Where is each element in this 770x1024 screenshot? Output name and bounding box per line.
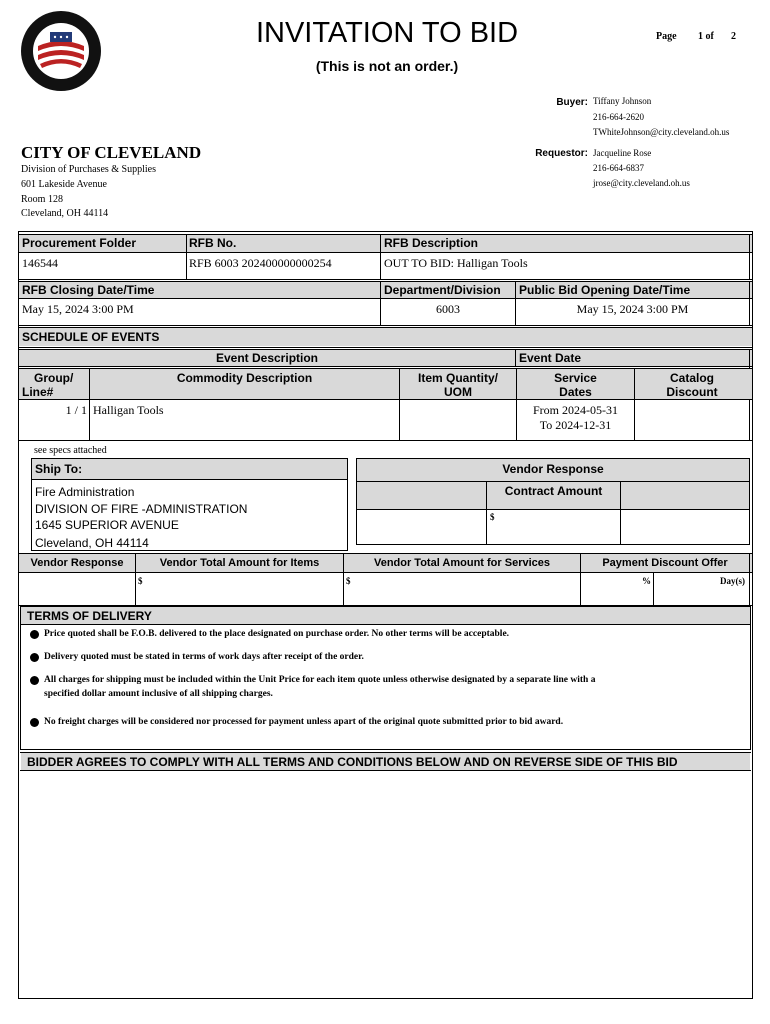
bullet-icon: [30, 718, 39, 727]
group-line-label-1: Group/: [34, 371, 74, 385]
term-item: Delivery quoted must be stated in terms of work days after receipt of the order.: [44, 652, 364, 662]
total-services-input[interactable]: [354, 574, 576, 603]
term-item: All charges for shipping must be included within the Unit Price for each item quote unless otherwise designated by a separate line with a: [44, 675, 596, 685]
item-description: Halligan Tools: [93, 403, 164, 417]
schedule-title: SCHEDULE OF EVENTS: [22, 330, 160, 344]
page-label: Page: [656, 31, 677, 42]
vendor-response-label: Vendor Response: [502, 462, 604, 476]
term-item-continued: specified dollar amount inclusive of all shipping charges.: [44, 689, 273, 699]
org-division: Division of Purchases & Supplies: [21, 164, 156, 175]
ship-to-line1: Fire Administration: [35, 485, 135, 499]
ship-to-line3: 1645 SUPERIOR AVENUE: [35, 518, 179, 532]
specs-note: see specs attached: [34, 445, 107, 456]
requestor-phone: 216-664-6837: [593, 163, 644, 173]
buyer-email: TWhiteJohnson@city.cleveland.oh.us: [593, 127, 730, 137]
org-name: CITY OF CLEVELAND: [21, 143, 202, 162]
service-dates-label-1: Service: [554, 371, 597, 385]
catalog-discount-label-1: Catalog: [669, 371, 714, 385]
procurement-folder-label: Procurement Folder: [22, 236, 137, 250]
rfb-no-value: RFB 6003 202400000000254: [189, 256, 332, 270]
org-city: Cleveland, OH 44114: [21, 208, 109, 219]
org-address1: 601 Lakeside Avenue: [21, 179, 107, 190]
contract-amount-input[interactable]: [498, 511, 618, 543]
rfb-no-label: RFB No.: [189, 236, 237, 250]
payment-discount-label: Payment Discount Offer: [602, 557, 728, 569]
group-line-label-2: Line#: [22, 385, 54, 399]
requestor-name: Jacqueline Rose: [593, 148, 652, 158]
service-date-from: From 2024-05-31: [533, 403, 618, 417]
catalog-discount-label-2: Discount: [666, 385, 718, 399]
bullet-icon: [30, 653, 39, 662]
buyer-name: Tiffany Johnson: [593, 96, 652, 106]
item-quantity-label-2: UOM: [444, 385, 472, 399]
page-number: 1 of: [698, 31, 714, 42]
requestor-label: Requestor:: [535, 148, 588, 159]
service-dates-label-2: Dates: [559, 385, 592, 399]
total-items-input[interactable]: [146, 574, 340, 603]
ship-to-line4: Cleveland, OH 44114: [35, 536, 149, 550]
page-title: INVITATION TO BID: [255, 17, 519, 49]
term-item: No freight charges will be considered nor processed for payment unless apart of the original quote submitted prior to bid award.: [44, 717, 564, 727]
department-label: Department/Division: [384, 283, 501, 297]
contract-amount-dollar: $: [490, 512, 495, 522]
event-date-label: Event Date: [519, 351, 582, 365]
rfb-description-label: RFB Description: [384, 236, 479, 250]
bullet-icon: [30, 676, 39, 685]
item-quantity-label-1: Item Quantity/: [417, 371, 498, 385]
bullet-icon: [30, 630, 39, 639]
buyer-label: Buyer:: [556, 97, 588, 108]
event-description-label: Event Description: [215, 351, 319, 365]
ship-to-label: Ship To:: [35, 462, 83, 476]
total-services-label: Vendor Total Amount for Services: [373, 557, 551, 569]
ship-to-line2: DIVISION OF FIRE -ADMINISTRATION: [35, 502, 248, 516]
closing-date-label: RFB Closing Date/Time: [22, 283, 155, 297]
terms-title: TERMS OF DELIVERY: [27, 609, 152, 623]
closing-date-value: May 15, 2024 3:00 PM: [22, 302, 134, 316]
item-line-number: 1 / 1: [65, 403, 87, 417]
discount-percent-sign: %: [642, 576, 651, 586]
term-item: Price quoted shall be F.O.B. delivered to the place designated on purchase order. No other terms will be acceptable.: [44, 629, 510, 639]
total-items-label: Vendor Total Amount for Items: [159, 557, 320, 569]
page-subtitle: (This is not an order.): [315, 58, 459, 74]
bid-opening-label: Public Bid Opening Date/Time: [519, 283, 691, 297]
discount-days-input[interactable]: [656, 574, 718, 603]
total-items-dollar: $: [138, 576, 143, 586]
org-address2: Room 128: [21, 194, 63, 205]
discount-percent-input[interactable]: [583, 574, 639, 603]
procurement-folder-value: 146544: [22, 256, 58, 270]
contract-amount-label: Contract Amount: [504, 484, 603, 498]
bid-opening-value: May 15, 2024 3:00 PM: [576, 302, 689, 316]
service-date-to: To 2024-12-31: [539, 418, 612, 432]
discount-days-label: Day(s): [720, 576, 745, 586]
city-seal-logo: [20, 10, 102, 92]
commodity-description-label: Commodity Description: [176, 371, 313, 385]
department-value: 6003: [436, 302, 460, 316]
page-total: 2: [731, 31, 736, 42]
totals-vendor-response-label: Vendor Response: [30, 557, 124, 569]
buyer-phone: 216-664-2620: [593, 112, 644, 122]
requestor-email: jrose@city.cleveland.oh.us: [593, 178, 690, 188]
agreement-text: BIDDER AGREES TO COMPLY WITH ALL TERMS AND CONDITIONS BELOW AND ON REVERSE SIDE OF THIS BID: [27, 755, 678, 769]
rfb-description-value: OUT TO BID: Halligan Tools: [384, 256, 528, 270]
total-services-dollar: $: [346, 576, 351, 586]
